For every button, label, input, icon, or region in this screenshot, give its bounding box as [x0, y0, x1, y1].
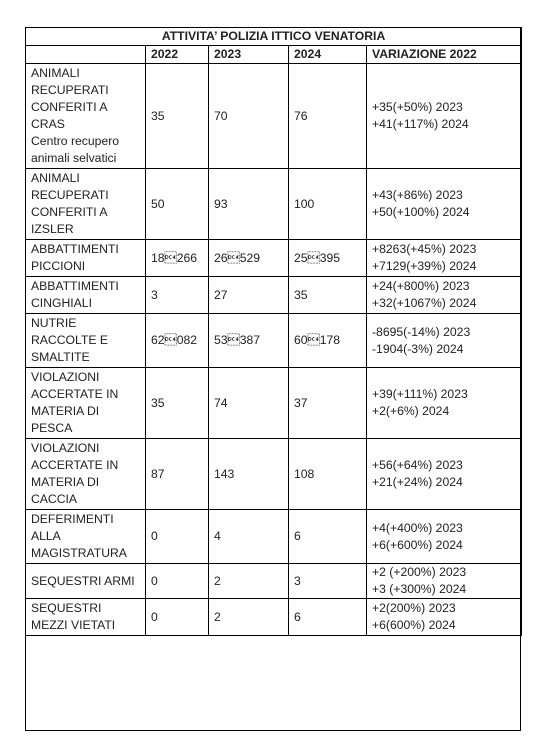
data-table — [25, 27, 522, 636]
table-row — [26, 240, 522, 277]
variation-2023: +4(+400%) 2023 — [372, 520, 463, 535]
category-label: SEQUESTRI ARMI — [31, 573, 135, 588]
variation-cell — [367, 439, 522, 510]
value-cell-2023: 4 — [209, 510, 289, 564]
category-cell — [26, 64, 146, 169]
table-row — [26, 64, 522, 169]
variation-cell — [367, 368, 522, 439]
variation-2023: +39(+111%) 2023 — [372, 387, 468, 401]
variation-2024: +50(+100%) 2024 — [372, 205, 470, 219]
value-cell-2023: 143 — [209, 439, 289, 510]
category-cell — [26, 368, 146, 439]
variation-cell — [367, 169, 522, 240]
value-cell-2024: 6 — [289, 599, 367, 636]
value-cell-2024: 3 — [289, 564, 367, 599]
value-cell-2023: 2 — [209, 599, 289, 636]
category-label: ABBATTIMENTI PICCIONI — [31, 242, 119, 273]
value-cell-2024: 100 — [289, 169, 367, 240]
variation-2024: +6(600%) 2024 — [372, 618, 456, 632]
table-row — [26, 368, 522, 439]
variation-cell — [367, 240, 522, 277]
variation-2024: +3 (+300%) 2024 — [372, 582, 467, 596]
header-row — [26, 46, 522, 64]
variation-cell — [367, 277, 522, 314]
category-cell — [26, 277, 146, 314]
value-cell-2023: 27 — [209, 277, 289, 314]
value-cell-2022: 35 — [146, 368, 209, 439]
variation-cell — [367, 599, 522, 636]
value-cell-2022: 18266 — [146, 240, 209, 277]
value-cell-2023: 93 — [209, 169, 289, 240]
table-row — [26, 510, 522, 564]
header-cell — [26, 46, 146, 64]
category-label: VIOLAZIONI ACCERTATE IN MATERIA DI PESCA — [31, 370, 119, 435]
value-cell-2023: 74 — [209, 368, 289, 439]
variation-2024: +32(+1067%) 2024 — [372, 296, 477, 310]
variation-2024: +41(+117%) 2024 — [372, 117, 469, 131]
variation-2023: +43(+86%) 2023 — [372, 188, 463, 202]
value-cell-2024: 25395 — [289, 240, 367, 277]
table-row — [26, 169, 522, 240]
variation-2024: +6(+600%) 2024 — [372, 537, 463, 552]
value-cell-2024: 37 — [289, 368, 367, 439]
header-cell: VARIAZIONE 2022 — [367, 46, 522, 64]
category-label: ABBATTIMENTI CINGHIALI — [31, 279, 119, 310]
value-cell-2024: 6 — [289, 510, 367, 564]
variation-cell — [367, 64, 522, 169]
header-cell: 2023 — [209, 46, 289, 64]
value-cell-2023: 2 — [209, 564, 289, 599]
header-cell: 2024 — [289, 46, 367, 64]
category-label: SEQUESTRI MEZZI VIETATI — [31, 601, 116, 632]
variation-2024: +7129(+39%) 2024 — [372, 259, 477, 273]
variation-cell — [367, 314, 522, 368]
table-row — [26, 599, 522, 636]
category-label: DEFERIMENTI ALLA MAGISTRATURA — [31, 512, 127, 560]
value-cell-2024: 60178 — [289, 314, 367, 368]
table-row — [26, 439, 522, 510]
value-cell-2022: 0 — [146, 599, 209, 636]
value-cell-2024: 108 — [289, 439, 367, 510]
value-cell-2024: 35 — [289, 277, 367, 314]
category-label: ANIMALI RECUPERATI CONFERITI A CRAS — [31, 66, 109, 131]
variation-2023: +2(200%) 2023 — [372, 601, 456, 615]
variation-2024: +21(+24%) 2024 — [372, 475, 463, 489]
variation-cell — [367, 564, 522, 599]
category-cell — [26, 240, 146, 277]
value-cell-2022: 62082 — [146, 314, 209, 368]
variation-2023: +24(+800%) 2023 — [372, 279, 470, 293]
value-cell-2022: 0 — [146, 564, 209, 599]
value-cell-2022: 0 — [146, 510, 209, 564]
category-cell — [26, 599, 146, 636]
variation-2023: -8695(-14%) 2023 — [372, 324, 471, 339]
category-cell — [26, 314, 146, 368]
table-row — [26, 564, 522, 599]
document-frame — [25, 27, 521, 731]
variation-2024: -1904(-3%) 2024 — [372, 341, 464, 356]
variation-2023: +8263(+45%) 2023 — [372, 242, 477, 256]
value-cell-2023: 70 — [209, 64, 289, 169]
category-label: ANIMALI RECUPERATI CONFERITI A IZSLER — [31, 171, 109, 236]
value-cell-2022: 87 — [146, 439, 209, 510]
header-cell: 2022 — [146, 46, 209, 64]
variation-2023: +35(+50%) 2023 — [372, 100, 463, 114]
value-cell-2022: 35 — [146, 64, 209, 169]
category-label: VIOLAZIONI ACCERTATE IN MATERIA DI CACCIA — [31, 441, 119, 506]
variation-cell — [367, 510, 522, 564]
table-row — [26, 314, 522, 368]
category-cell — [26, 439, 146, 510]
value-cell-2024: 76 — [289, 64, 367, 169]
table-title: ATTIVITA’ POLIZIA ITTICO VENATORIA — [26, 28, 522, 46]
value-cell-2023: 26529 — [209, 240, 289, 277]
category-cell — [26, 169, 146, 240]
value-cell-2023: 53387 — [209, 314, 289, 368]
value-cell-2022: 50 — [146, 169, 209, 240]
value-cell-2022: 3 — [146, 277, 209, 314]
category-note: Centro recupero animali selvatici — [31, 134, 120, 165]
category-cell — [26, 564, 146, 599]
variation-2024: +2(+6%) 2024 — [372, 404, 450, 418]
variation-2023: +2 (+200%) 2023 — [372, 565, 467, 579]
category-cell — [26, 510, 146, 564]
category-label: NUTRIE RACCOLTE E SMALTITE — [31, 316, 108, 364]
table-row — [26, 277, 522, 314]
variation-2023: +56(+64%) 2023 — [372, 458, 463, 472]
